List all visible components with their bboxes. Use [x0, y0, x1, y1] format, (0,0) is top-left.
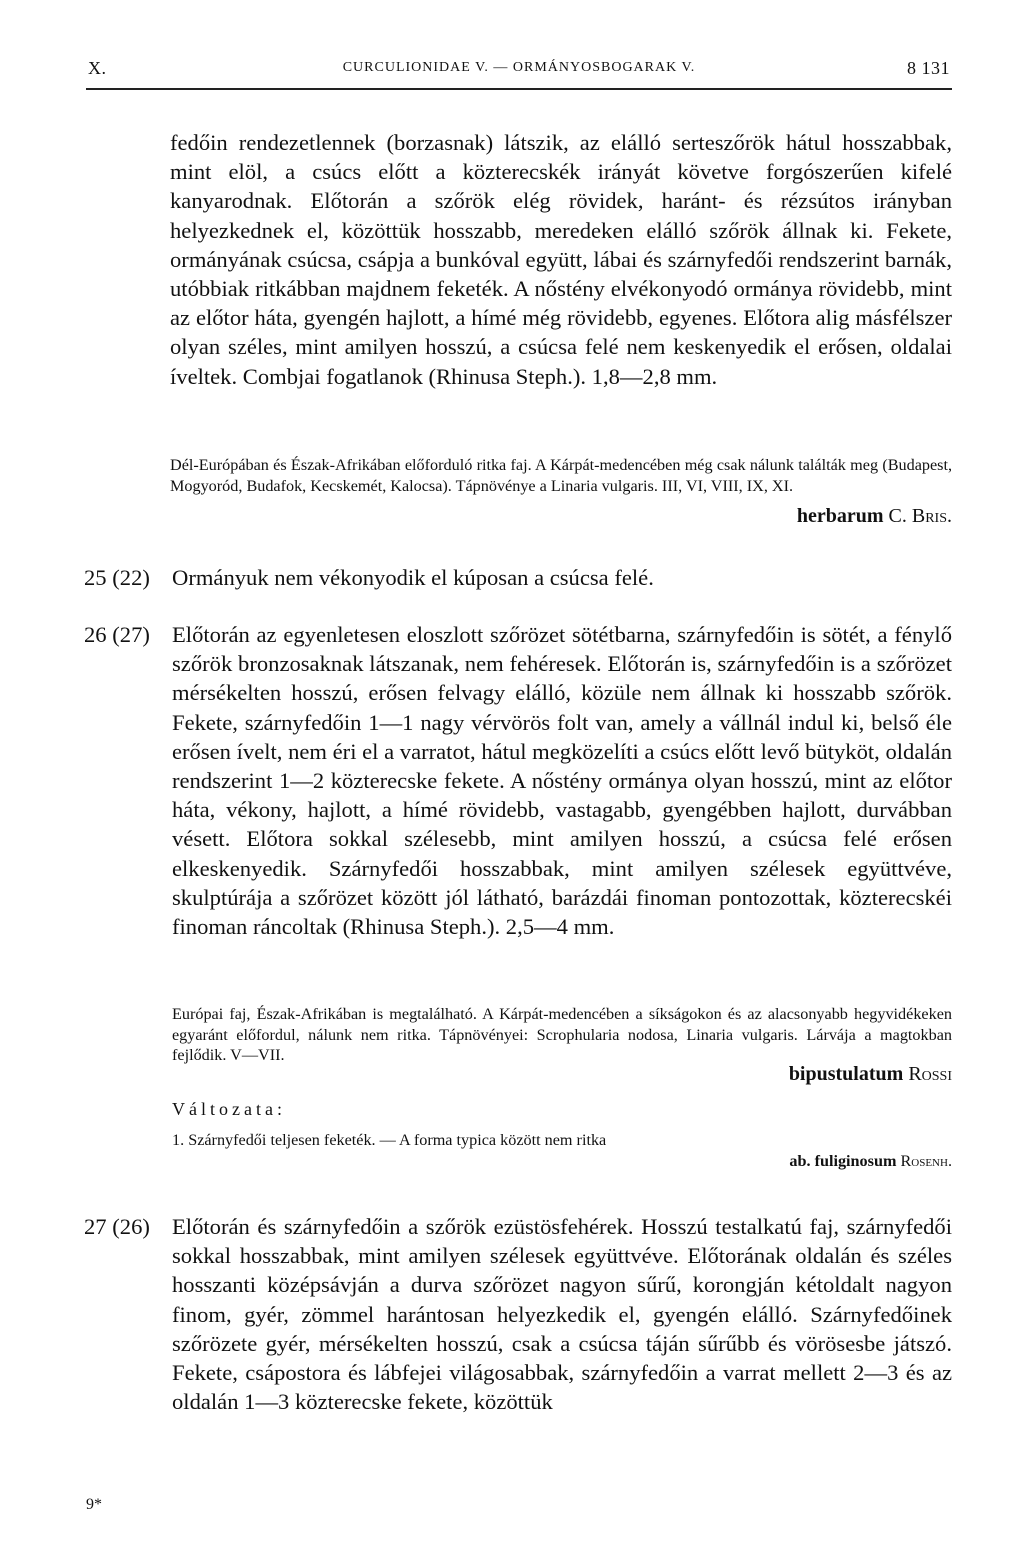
intro-distribution: Dél-Európában és Észak-Afrikában előforduló ritka faj. A Kárpát-medencében még csak nálunk találták meg (Budapest, Mogyoród, Budafok, Kecskemét, Kalocsa). Tápnövénye a Linaria vulgaris. III, VI, VIII, IX, XI.: [170, 456, 952, 495]
couplet-label-26: 26 (27): [84, 622, 150, 647]
couplet-label-27: 27 (26): [84, 1214, 150, 1239]
ab-name: ab. fuliginosum: [789, 1152, 897, 1170]
page-number: 8 131: [907, 58, 950, 78]
running-title: CURCULIONIDAE V. — ORMÁNYOSBOGARAK V.: [342, 60, 696, 75]
species-bipustulatum: [560, 1063, 952, 1086]
species-author: Rossi: [908, 1063, 952, 1085]
couplet26-distribution: Európai faj, Észak-Afrikában is megtalálható. A Kárpát-medencében a síkságokon és az alacsonyabb hegyvidékeken egyaránt előfordul, nálunk nem ritka. Tápnövényei: Scrophularia nodosa, Linaria vulgaris. Lárvája a magtokban fejlődik. V—VII.: [172, 1005, 952, 1064]
variations-heading: Változata:: [172, 1099, 286, 1119]
couplet-text-25: Ormányuk nem vékonyodik el kúposan a csúcsa felé.: [172, 565, 654, 590]
species-name: bipustulatum: [788, 1063, 904, 1085]
header-rule: [86, 88, 952, 90]
couplet-text-27: Előtorán és szárnyfedőin a szőrök ezüstösfehérek. Hosszú testalkatú faj, szárnyfedői sokkal hosszabbak, mint amilyen szélesek együttvéve. Előtorának oldalán és széles hosszanti középsávján a durva szőrözet nagyon sűrű, korongján kétoldalt nagyon finom, gyér, zömmel harántosan helyezkedik el, gyengén elálló. Szárnyfedőinek szőrözete gyér, mérsékelten hosszú, csak a csúcsa táján sűrűbb és vörösesbe játszó. Fekete, csápostora és lábfejei világosabbak, szárnyfedőin a varrat mellett 2—3 és az oldalán 1—3 közterecske fekete, közöttük: [172, 1214, 952, 1415]
variation-item: 1. Szárnyfedői teljesen feketék. — A forma typica között nem ritka: [172, 1131, 607, 1149]
species-name: herbarum: [796, 505, 884, 527]
variation-ab: [560, 1151, 952, 1172]
couplet-text-26: Előtorán az egyenletesen eloszlott szőrözet sötétbarna, szárnyfedőin is sötét, a fénylő szőrök bronzosaknak látszanak, nem fehéresek. Előtorán is, szárnyfedőin is a szőrözet mérsékelten hosszú, erősen felvagy elálló, közüle nem állnak ki hosszabb szőrök. Fekete, szárnyfedőin 1—1 nagy vérvörös folt van, amely a vállnál indul ki, belső éle erősen ívelt, nem éri el a varratot, hátul megközelíti a csúcs előtt levő bütyköt, oldalán rendszerint 1—2 közterecske fekete. A nőstény ormánya olyan hosszú, mint az előtor háta, vékony, hajlott, a hímé rövidebb, vastagabb, gyengébben hajlott, durvábban vésett. Előtora sokkal szélesebb, mint amilyen hosszú, a csúcsa felé erősen elkeskenyedik. Szárnyfedői hosszabbak, mint amilyen szélesek együttvéve, skulptúrája a szőrözet között jól látható, barázdái finoman pontozottak, közterecskéi finoman ráncoltak (Rhinusa Steph.). 2,5—4 mm.: [172, 622, 952, 940]
species-author: C. Bris.: [888, 505, 952, 527]
running-header: [88, 58, 950, 88]
intro-paragraph: fedőin rendezetlennek (borzasnak) látszik, az elálló serteszőrök hátul hosszabbak, mint elöl, a csúcs előtt a közterecskék irányát követve forgószerűen kifelé kanyarodnak. Előtorán a szőrök elég rövidek, haránt- és rézsútos irányban helyezkednek el, közöttük hosszabb, meredeken elálló szőrök állnak ki. Fekete, ormányának csúcsa, csápja a bunkóval együtt, lábai és szárnyfedői rendszerint barnák, utóbbiak ritkábban majdnem feketék. A nőstény elvékonyodó ormánya rövidebb, mint az előtor háta, gyengén hajlott, a hímé még rövidebb, egyenes. Előtora alig másfélszer olyan széles, mint amilyen hosszú, a csúcsa felé nem keskenyedik el erősen, oldalai íveltek. Combjai fogatlanok (Rhinusa Steph.). 1,8—2,8 mm.: [170, 130, 952, 389]
species-herbarum: [600, 505, 952, 528]
ab-author: Rosenh.: [900, 1152, 952, 1170]
signature-mark: 9*: [86, 1496, 102, 1513]
couplet-label-25: 25 (22): [84, 565, 150, 590]
chapter-number: X.: [88, 58, 107, 78]
